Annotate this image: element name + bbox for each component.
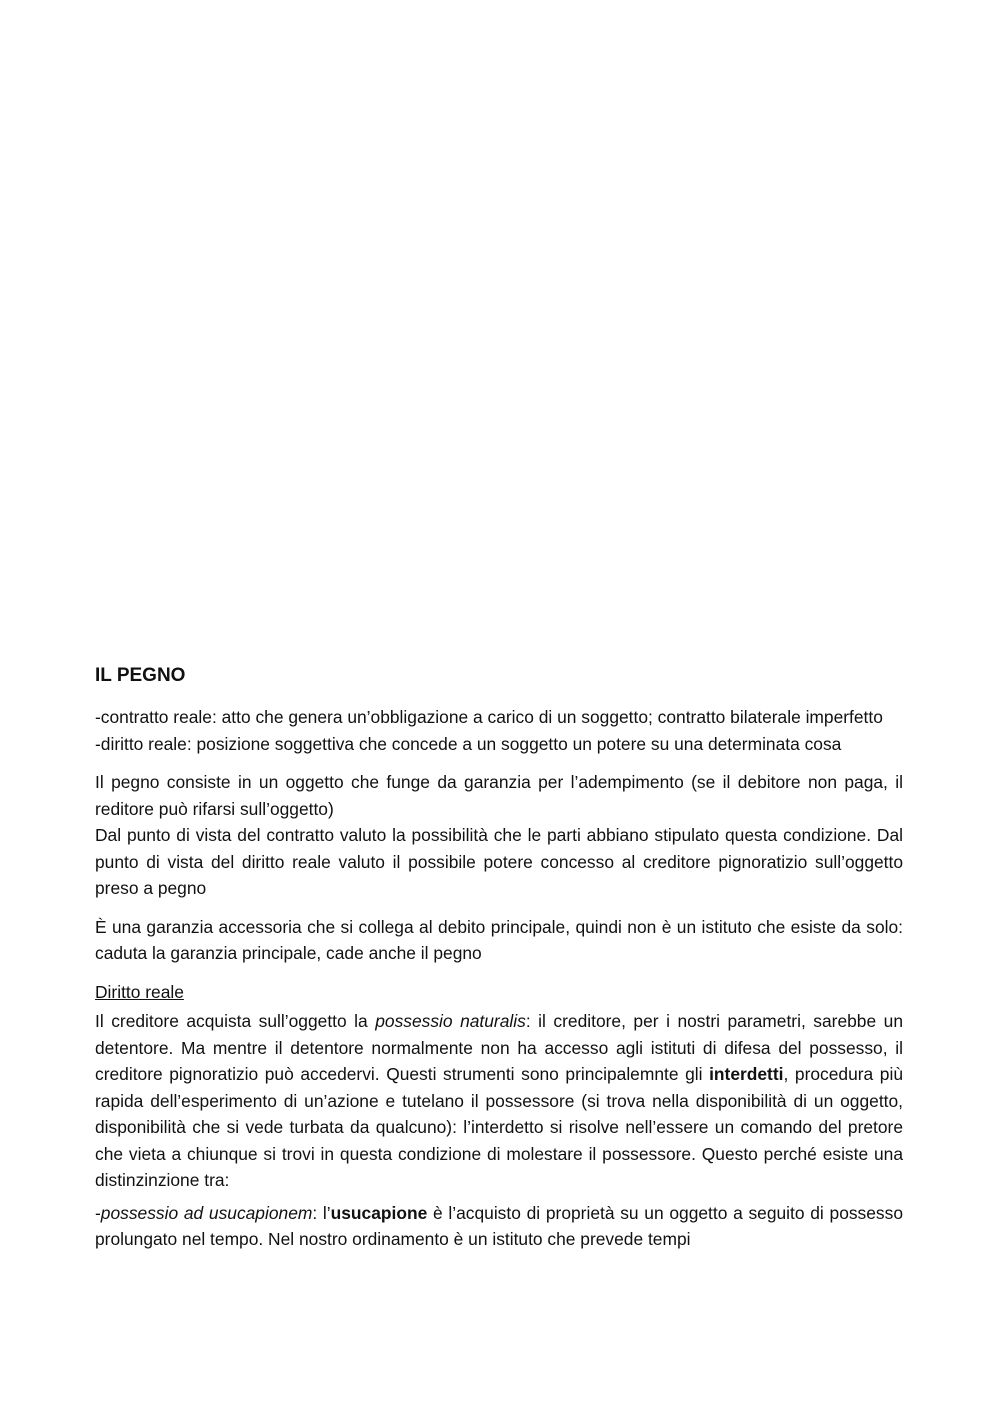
usucapione-paragraph — [95, 1200, 903, 1253]
possessio-text-c: , procedura più rapida dell’esperimento di un’azione e tutelano il possessore (si trova nella disponibilità di un oggetto, disponibilità che si vede turbata da qualcuno): l’interdetto si risolve nell’essere un comando del pretore che vieta a chiunque si trovi in questa condizione di molestare il possessore. Questo perché esiste una distinzinzione tra: — [95, 1064, 903, 1190]
accessory-guarantee-paragraph: È una garanzia accessoria che si collega al debito principale, quindi non è un istituto che esiste da solo: caduta la garanzia principale, cade anche il pegno — [95, 916, 903, 963]
pegno-definition-paragraph: Il pegno consiste in un oggetto che funge da garanzia per l’adempimento (se il debitore non paga, il reditore può rifarsi sull’oggetto) — [95, 772, 903, 819]
accessory-guarantee-block — [95, 914, 903, 967]
usucapione-text-b: : l’ — [312, 1202, 331, 1223]
intro-line-diritto-reale: -diritto reale: posizione soggettiva che concede a un soggetto un potere su una determinata cosa — [95, 733, 842, 754]
interdetti-term: interdetti — [709, 1064, 784, 1084]
section-heading-diritto-reale: Diritto reale — [95, 981, 184, 1002]
document-title: IL PEGNO — [95, 665, 186, 686]
contract-vs-real-right-paragraph: Dal punto di vista del contratto valuto la possibilità che le parti abbiano stipulato questa condizione. Dal punto di vista del diritto reale valuto il possibile potere concesso al creditore pignoratizio sull’oggetto preso a pegno — [95, 825, 903, 898]
usucapione-term: usucapione — [330, 1202, 428, 1223]
possessio-text-a: Il creditore acquista sull’oggetto la — [95, 1011, 376, 1031]
possessio-naturalis-term: possessio naturalis — [375, 1011, 526, 1031]
possessio-text-b: : il creditore, per i nostri parametri, sarebbe un detentore. Ma mentre il detentore normalmente non ha accesso agli istituti di difesa del possesso, il creditore pignoratizio può accedervi. Questi strumenti sono principalemnte gli — [95, 1011, 904, 1084]
usucapione-text-a: - — [95, 1202, 101, 1223]
possessio-ad-usucapionem-term: possessio ad usucapionem — [100, 1202, 313, 1223]
document-page — [95, 662, 903, 1253]
pegno-definition-block — [95, 769, 903, 902]
intro-line-contratto-reale: -contratto reale: atto che genera un’obbligazione a carico di un soggetto; contratto bilaterale imperfetto — [95, 707, 883, 727]
possessio-naturalis-paragraph — [95, 1008, 903, 1194]
usucapione-text-c: è l’acquisto di proprietà su un oggetto a seguito di possesso prolungato nel tempo. Nel nostro ordinamento è un istituto che prevede tempi — [95, 1202, 903, 1249]
intro-block — [95, 704, 903, 757]
